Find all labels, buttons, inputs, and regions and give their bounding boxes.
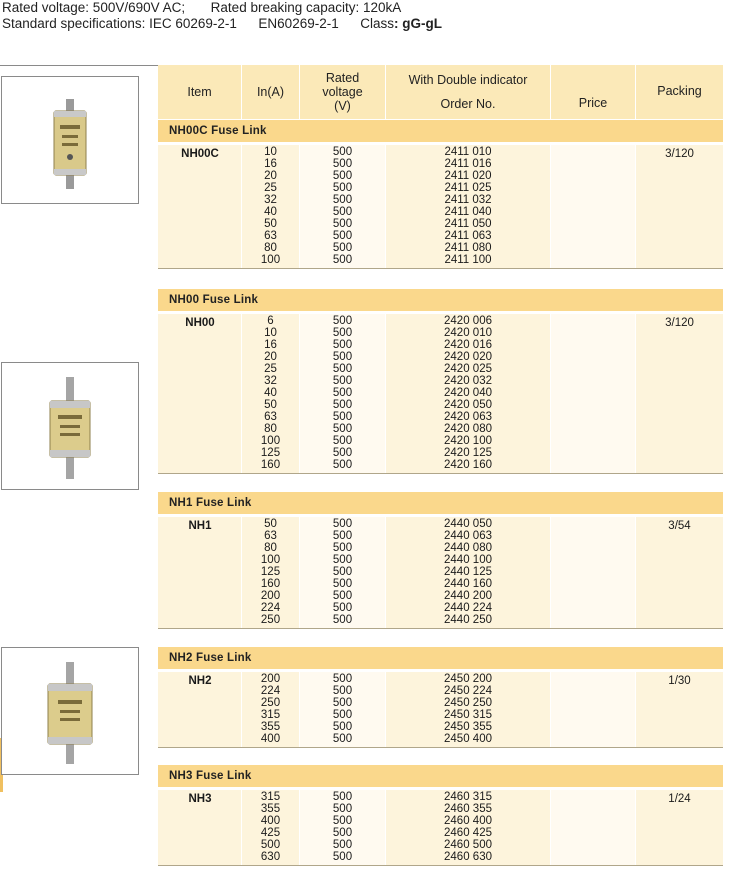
cell-voltage: 500 (332, 791, 353, 803)
cell-in: 6 (267, 315, 274, 327)
column-voltage (300, 790, 386, 865)
item-label: NH3 (188, 793, 212, 805)
column-voltage (300, 145, 386, 268)
section-title-bar (158, 492, 723, 514)
cell-in: 63 (264, 411, 277, 423)
cell-in: 200 (260, 590, 281, 602)
cell-order: 2450 250 (444, 697, 492, 709)
cell-voltage: 500 (332, 709, 353, 721)
standard-spec-text: Standard specifications: IEC 60269-2-1 (2, 16, 237, 31)
fuse-link-photo-icon (2, 648, 138, 774)
cell-in: 400 (260, 733, 281, 745)
cell-voltage: 500 (332, 673, 353, 685)
cell-order: 2420 006 (444, 315, 492, 327)
section-body (158, 314, 723, 473)
cell-in: 20 (264, 170, 277, 182)
cell-in: 80 (264, 423, 277, 435)
section-title-bar (158, 289, 723, 311)
cell-voltage: 500 (332, 542, 353, 554)
cell-voltage: 500 (332, 566, 353, 578)
cell-voltage: 500 (332, 254, 353, 266)
cell-in: 224 (260, 685, 281, 697)
cell-order: 2411 080 (444, 242, 492, 254)
cell-in: 355 (260, 803, 281, 815)
cell-in: 315 (260, 709, 281, 721)
cell-order: 2450 200 (444, 673, 492, 685)
cell-voltage: 500 (332, 590, 353, 602)
cell-in: 200 (260, 673, 281, 685)
cell-in: 16 (264, 339, 277, 351)
cell-voltage: 500 (332, 194, 353, 206)
section-bottom-rule (158, 747, 723, 748)
cell-voltage: 500 (332, 206, 353, 218)
cell-order: 2440 080 (444, 542, 492, 554)
cell-order: 2411 032 (444, 194, 492, 206)
cell-order: 2420 125 (444, 447, 492, 459)
column-voltage (300, 517, 386, 628)
cell-voltage: 500 (332, 158, 353, 170)
cell-order: 2460 500 (444, 839, 492, 851)
item-label: NH2 (188, 675, 212, 687)
cell-voltage: 500 (332, 839, 353, 851)
cell-voltage: 500 (332, 578, 353, 590)
column-order (386, 145, 551, 268)
column-in (242, 314, 300, 473)
column-in (242, 672, 300, 747)
cell-in: 224 (260, 602, 281, 614)
fuse-link-photo-icon (2, 77, 138, 203)
cell-voltage: 500 (332, 459, 353, 471)
cell-voltage: 500 (332, 339, 353, 351)
cell-voltage: 500 (332, 423, 353, 435)
cell-order: 2420 050 (444, 399, 492, 411)
packing-value: 3/54 (668, 520, 691, 532)
cell-in: 80 (264, 242, 277, 254)
en-standard-text: EN60269-2-1 (258, 16, 339, 31)
cell-voltage: 500 (332, 351, 353, 363)
column-price (551, 145, 636, 268)
cell-in: 315 (260, 791, 281, 803)
cell-in: 630 (260, 851, 281, 863)
cell-in: 40 (264, 206, 277, 218)
cell-voltage: 500 (332, 230, 353, 242)
cell-order: 2440 100 (444, 554, 492, 566)
cell-in: 100 (260, 254, 281, 266)
cell-order: 2440 125 (444, 566, 492, 578)
section-title-bar (158, 647, 723, 669)
header-item: Item (158, 65, 242, 119)
cell-in: 63 (264, 230, 277, 242)
cell-voltage: 500 (332, 614, 353, 626)
header-order-no: Order No. (440, 97, 496, 111)
header-in: In(A) (242, 65, 300, 119)
cell-voltage: 500 (332, 447, 353, 459)
cell-in: 125 (260, 566, 281, 578)
packing-value: 1/24 (668, 793, 691, 805)
cell-in: 250 (260, 697, 281, 709)
cell-order: 2460 425 (444, 827, 492, 839)
section-body (158, 517, 723, 628)
cell-in: 100 (260, 435, 281, 447)
column-voltage (300, 314, 386, 473)
cell-order: 2411 050 (444, 218, 492, 230)
cell-order: 2420 010 (444, 327, 492, 339)
section-bottom-rule (158, 268, 723, 269)
cell-in: 425 (260, 827, 281, 839)
table-header (158, 65, 723, 119)
cell-in: 80 (264, 542, 277, 554)
cell-order: 2420 100 (444, 435, 492, 447)
cell-order: 2440 050 (444, 518, 492, 530)
cell-order: 2440 160 (444, 578, 492, 590)
cell-in: 500 (260, 839, 281, 851)
class-label: Class (360, 16, 395, 31)
cell-voltage: 500 (332, 685, 353, 697)
breaking-capacity-text: Rated breaking capacity: 120kA (210, 0, 402, 15)
cell-in: 125 (260, 447, 281, 459)
cell-order: 2411 020 (444, 170, 492, 182)
header-rated-voltage: Rated voltage (V) (300, 65, 386, 119)
column-order (386, 790, 551, 865)
column-order (386, 517, 551, 628)
cell-order: 2450 400 (444, 733, 492, 745)
section-title: NH1 Fuse Link (169, 497, 252, 509)
column-item (158, 145, 242, 268)
column-price (551, 517, 636, 628)
cell-voltage: 500 (332, 182, 353, 194)
cell-in: 16 (264, 158, 277, 170)
product-photo-nh00 (1, 362, 139, 490)
product-photo-nh2 (1, 647, 139, 775)
item-label: NH00C (181, 148, 219, 160)
cell-order: 2450 224 (444, 685, 492, 697)
cell-order: 2420 025 (444, 363, 492, 375)
cell-voltage: 500 (332, 146, 353, 158)
cell-voltage: 500 (332, 375, 353, 387)
section-bottom-rule (158, 473, 723, 474)
column-pack (636, 145, 723, 268)
cell-in: 40 (264, 387, 277, 399)
cell-in: 10 (264, 327, 277, 339)
section-body (158, 145, 723, 268)
cell-voltage: 500 (332, 242, 353, 254)
cell-order: 2420 080 (444, 423, 492, 435)
cell-voltage: 500 (332, 721, 353, 733)
cell-order: 2460 315 (444, 791, 492, 803)
cell-in: 32 (264, 375, 277, 387)
cell-in: 50 (264, 218, 277, 230)
section-title-bar (158, 120, 723, 142)
section-title: NH2 Fuse Link (169, 652, 252, 664)
column-in (242, 790, 300, 865)
cell-order: 2420 016 (444, 339, 492, 351)
cell-voltage: 500 (332, 399, 353, 411)
class-value: : gG-gL (394, 16, 443, 31)
cell-in: 160 (260, 459, 281, 471)
section-body (158, 672, 723, 747)
cell-voltage: 500 (332, 530, 353, 542)
cell-voltage: 500 (332, 170, 353, 182)
section-bottom-rule (158, 628, 723, 629)
cell-voltage: 500 (332, 327, 353, 339)
column-price (551, 672, 636, 747)
cell-in: 400 (260, 815, 281, 827)
left-divider-line (0, 65, 158, 66)
cell-in: 63 (264, 530, 277, 542)
header-double-indicator: With Double indicator (408, 73, 528, 87)
cell-in: 355 (260, 721, 281, 733)
cell-order: 2420 040 (444, 387, 492, 399)
cell-voltage: 500 (332, 554, 353, 566)
header-packing: Packing (657, 84, 702, 98)
packing-value: 3/120 (665, 317, 694, 329)
cell-order: 2411 063 (444, 230, 492, 242)
cell-in: 32 (264, 194, 277, 206)
spec-line-2 (2, 16, 442, 32)
column-order (386, 672, 551, 747)
cell-order: 2440 063 (444, 530, 492, 542)
cell-order: 2440 200 (444, 590, 492, 602)
column-item (158, 314, 242, 473)
cell-order: 2411 040 (444, 206, 492, 218)
section-body (158, 790, 723, 865)
cell-in: 10 (264, 146, 277, 158)
column-pack (636, 517, 723, 628)
column-in (242, 145, 300, 268)
cell-voltage: 500 (332, 851, 353, 863)
column-price (551, 314, 636, 473)
cell-order: 2411 010 (444, 146, 492, 158)
item-label: NH00 (185, 317, 215, 329)
packing-value: 1/30 (668, 675, 691, 687)
section-title: NH00 Fuse Link (169, 294, 259, 306)
column-pack (636, 314, 723, 473)
cell-order: 2460 355 (444, 803, 492, 815)
header-price: Price (551, 65, 636, 119)
cell-voltage: 500 (332, 363, 353, 375)
cell-order: 2460 630 (444, 851, 492, 863)
cell-order: 2420 020 (444, 351, 492, 363)
cell-voltage: 500 (332, 411, 353, 423)
cell-order: 2440 250 (444, 614, 492, 626)
cell-voltage: 500 (332, 815, 353, 827)
cell-voltage: 500 (332, 315, 353, 327)
cell-order: 2420 063 (444, 411, 492, 423)
column-voltage (300, 672, 386, 747)
product-photo-nh00c (1, 76, 139, 204)
cell-in: 50 (264, 518, 277, 530)
packing-value: 3/120 (665, 148, 694, 160)
cell-in: 160 (260, 578, 281, 590)
item-label: NH1 (188, 520, 212, 532)
cell-order: 2411 025 (444, 182, 492, 194)
section-title-bar (158, 765, 723, 787)
cell-voltage: 500 (332, 602, 353, 614)
cell-order: 2420 032 (444, 375, 492, 387)
cell-order: 2411 016 (444, 158, 492, 170)
cell-voltage: 500 (332, 387, 353, 399)
section-title: NH3 Fuse Link (169, 770, 252, 782)
section-bottom-rule (158, 865, 723, 866)
cell-voltage: 500 (332, 827, 353, 839)
cell-order: 2450 315 (444, 709, 492, 721)
rated-voltage-text: Rated voltage: 500V/690V AC; (2, 0, 186, 15)
spec-line-1 (2, 0, 401, 16)
cell-order: 2420 160 (444, 459, 492, 471)
cell-order: 2450 355 (444, 721, 492, 733)
column-price (551, 790, 636, 865)
cell-voltage: 500 (332, 697, 353, 709)
cell-in: 25 (264, 182, 277, 194)
cell-in: 100 (260, 554, 281, 566)
cell-in: 25 (264, 363, 277, 375)
column-order (386, 314, 551, 473)
header-order (386, 65, 551, 119)
column-in (242, 517, 300, 628)
cell-order: 2440 224 (444, 602, 492, 614)
cell-voltage: 500 (332, 733, 353, 745)
cell-order: 2460 400 (444, 815, 492, 827)
cell-in: 250 (260, 614, 281, 626)
column-item (158, 517, 242, 628)
cell-voltage: 500 (332, 803, 353, 815)
section-title: NH00C Fuse Link (169, 125, 267, 137)
cell-in: 20 (264, 351, 277, 363)
cell-in: 50 (264, 399, 277, 411)
fuse-link-photo-icon (2, 363, 138, 489)
cell-voltage: 500 (332, 218, 353, 230)
cell-voltage: 500 (332, 518, 353, 530)
cell-voltage: 500 (332, 435, 353, 447)
cell-order: 2411 100 (444, 254, 492, 266)
